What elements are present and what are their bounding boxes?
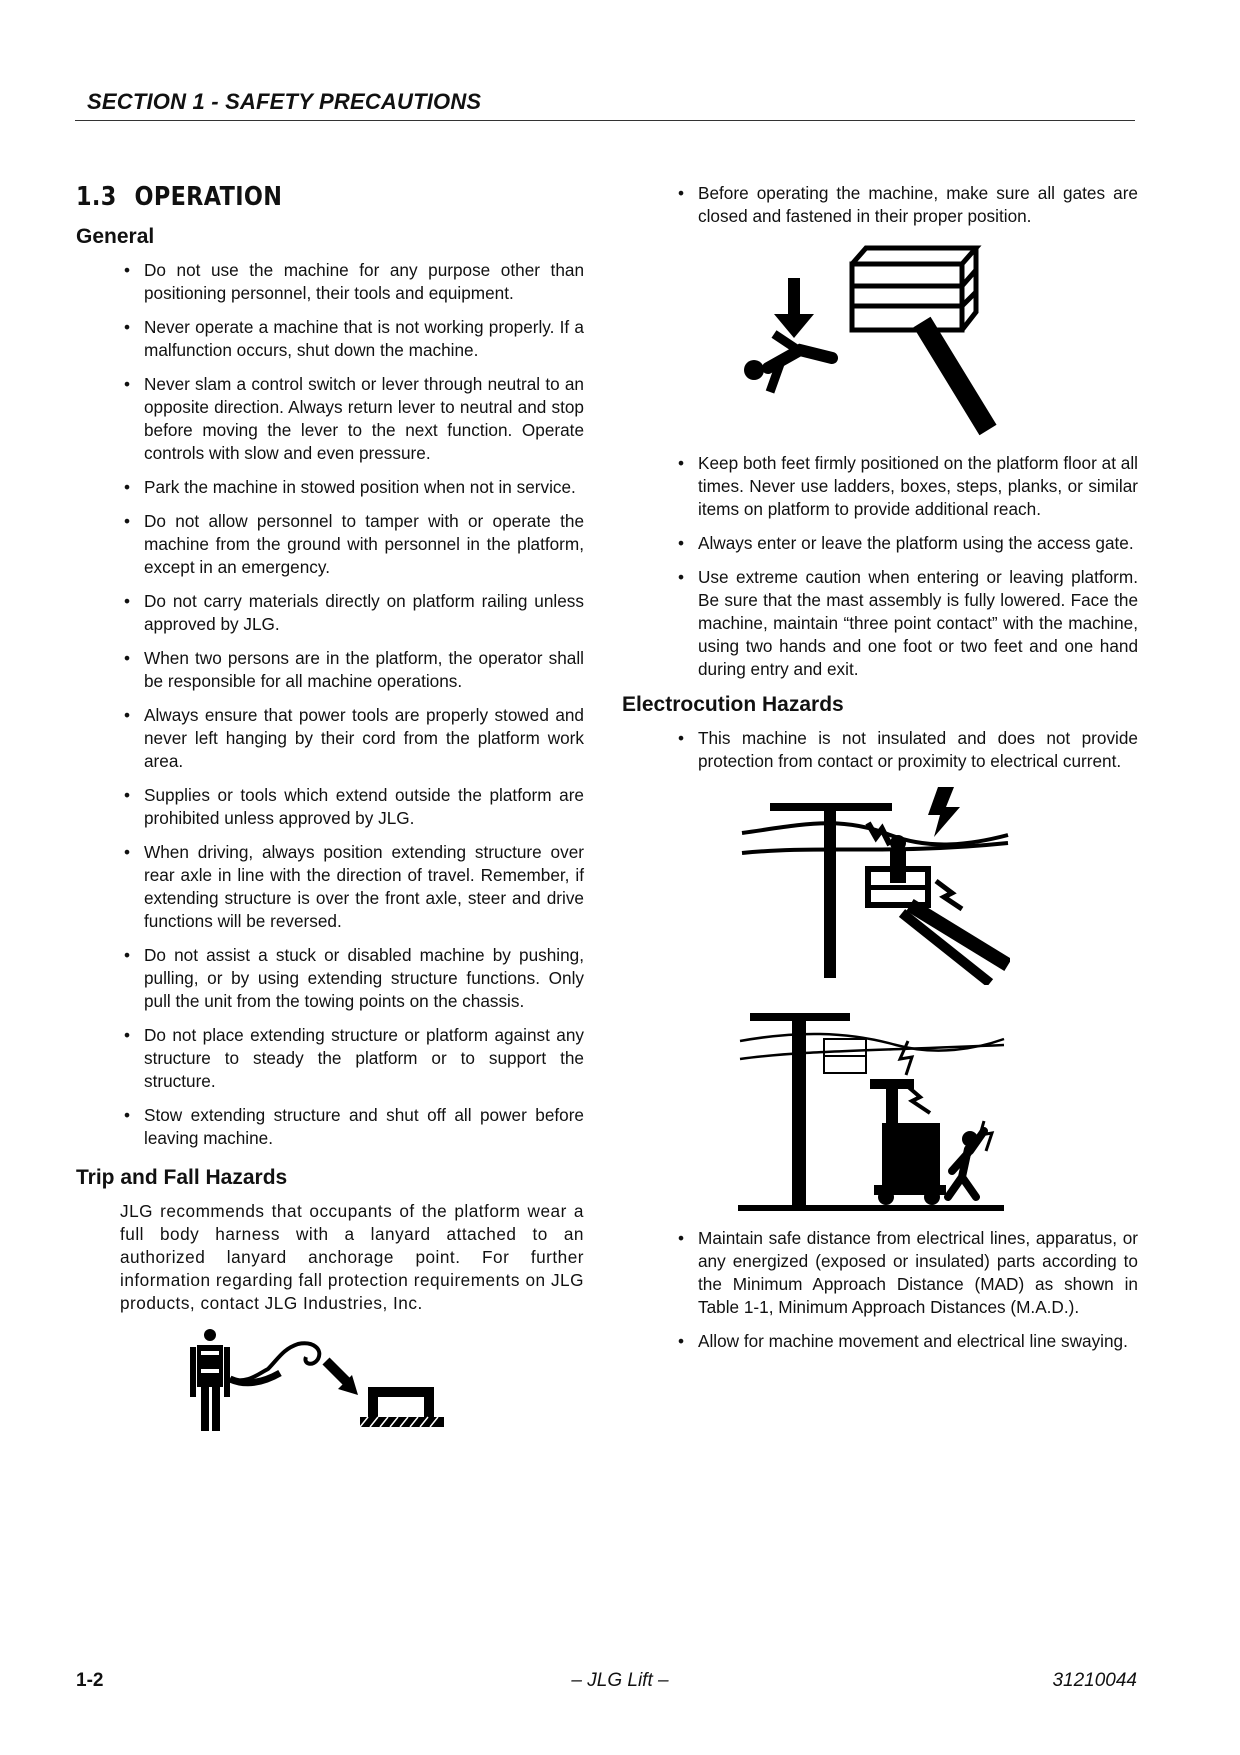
- list-item: • Do not allow personnel to tamper with or operate the machine from the ground with personnel in the platform, except in an emergency.: [76, 510, 584, 579]
- section-heading: [76, 182, 513, 212]
- right-column: [622, 182, 1138, 1364]
- list-item: • Do not place extending structure or platform against any structure to steady the platform or to support the structure.: [76, 1024, 584, 1093]
- list-item: • Always enter or leave the platform using the access gate.: [630, 532, 1138, 555]
- trip-fall-heading: Trip and Fall Hazards: [76, 1166, 288, 1189]
- gate-list: [630, 182, 1138, 228]
- electrocution-list-bottom: [630, 1227, 1138, 1353]
- section-title: OPERATION: [134, 182, 283, 212]
- electrocution-list-top: [630, 727, 1138, 773]
- platform-list: [630, 452, 1138, 681]
- power-line-arc-icon: [736, 1001, 1006, 1211]
- document-number: 31210044: [1052, 1670, 1137, 1691]
- section-number: 1.3: [76, 182, 117, 212]
- list-item: • Do not carry materials directly on platform railing unless approved by JLG.: [76, 590, 584, 636]
- general-heading: General: [76, 225, 155, 248]
- electrocution-heading: Electrocution Hazards: [622, 693, 844, 716]
- list-item: • Allow for machine movement and electrical line swaying.: [630, 1330, 1138, 1353]
- footer-title: – JLG Lift –: [571, 1670, 669, 1691]
- list-item: • Keep both feet firmly positioned on the platform floor at all times. Never use ladders, boxes, steps, planks, or similar items on platform to provide additional reach.: [630, 452, 1138, 521]
- left-column: [76, 182, 584, 1434]
- list-item: • Do not use the machine for any purpose other than positioning personnel, their tools and equipment.: [76, 259, 584, 305]
- list-item: • When driving, always position extending structure over rear axle in line with the direction of travel. Remember, if extending structure is over the front axle, steer and drive functions will be reversed.: [76, 841, 584, 933]
- list-item: • This machine is not insulated and does not provide protection from contact or proximity to electrical current.: [630, 727, 1138, 773]
- trip-fall-paragraph: JLG recommends that occupants of the platform wear a full body harness with a lanyard attached to an authorized lanyard anchorage point. For further information regarding fall protection requirements on JLG products, contact JLG Industries, Inc.: [120, 1201, 584, 1313]
- list-item: • Park the machine in stowed position when not in service.: [76, 476, 584, 499]
- section-header-title: SECTION 1 - SAFETY PRECAUTIONS: [87, 89, 482, 114]
- list-item: • Stow extending structure and shut off all power before leaving machine.: [76, 1104, 584, 1150]
- list-item: • When two persons are in the platform, the operator shall be responsible for all machine operations.: [76, 647, 584, 693]
- list-item: • Before operating the machine, make sure all gates are closed and fastened in their proper position.: [630, 182, 1138, 228]
- page-header: [75, 86, 1135, 121]
- list-item: • Never slam a control switch or lever through neutral to an opposite direction. Always return lever to neutral and stop before moving the lever to the next function. Operate controls with slow and even pressure.: [76, 373, 584, 465]
- list-item: • Maintain safe distance from electrical lines, apparatus, or any energized (exposed or insulated) parts according to the Minimum Approach Distance (MAD) as shown in Table 1-1, Minimum Approach Distances (M.A.D.).: [630, 1227, 1138, 1319]
- list-item: • Use extreme caution when entering or leaving platform. Be sure that the mast assembly is fully lowered. Face the machine, maintain “three point contact” with the machine, using two hands and one foot or two feet and one hand during entry and exit.: [630, 566, 1138, 681]
- list-item: • Supplies or tools which extend outside the platform are prohibited unless approved by JLG.: [76, 784, 584, 830]
- power-line-contact-icon: [740, 785, 1010, 985]
- falling-person-icon: [740, 240, 1010, 440]
- general-list: [76, 259, 584, 1150]
- list-item: • Always ensure that power tools are properly stowed and never left hanging by their cord from the platform work area.: [76, 704, 584, 773]
- list-item: • Do not assist a stuck or disabled machine by pushing, pulling, or by using extending structure functions. Only pull the unit from the towing points on the chassis.: [76, 944, 584, 1013]
- page-number: 1-2: [76, 1670, 104, 1691]
- harness-lanyard-icon: [188, 1329, 488, 1434]
- list-item: • Never operate a machine that is not working properly. If a malfunction occurs, shut down the machine.: [76, 316, 584, 362]
